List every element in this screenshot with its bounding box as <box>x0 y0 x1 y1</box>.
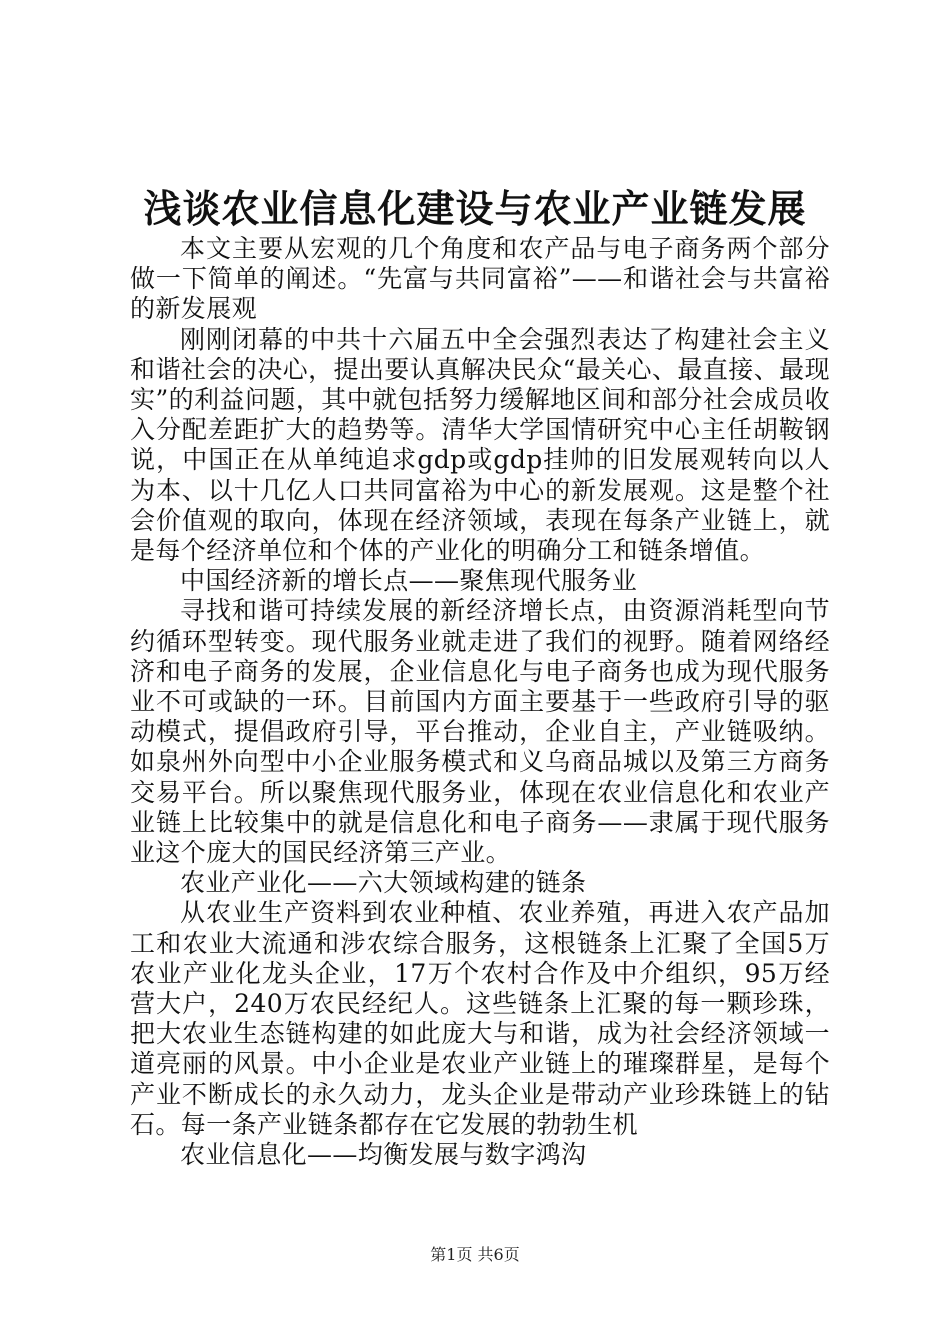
paragraph-modern-services: 寻找和谐可持续发展的新经济增长点，由资源消耗型向节约循环型转变。现代服务业就走进了我们的视野。随着网络经济和电子商务的发展，企业信息化与电子商务也成为现代服务业不可或缺的一环。目前国内方面主要基于一些政府引导的驱动模式，提倡政府引导，平台推动，企业自主，产业链吸纳。如泉州外向型中小企业服务模式和义乌商品城以及第三方商务交易平台。所以聚焦现代服务业，体现在农业信息化和农业产业链上比较集中的就是信息化和电子商务——隶属于现代服务业这个庞大的国民经济第三产业。 <box>130 596 830 868</box>
paragraph-industrialization: 从农业生产资料到农业种植、农业养殖，再进入农产品加工和农业大流通和涉农综合服务，这根链条上汇聚了全国5万农业产业化龙头企业，17万个农村合作及中介组织，95万经营大户，240万农民经纪人。这些链条上汇聚的每一颗珍珠，把大农业生态链构建的如此庞大与和谐，成为社会经济领域一道亮丽的风景。中小企业是农业产业链上的璀璨群星，是每个产业不断成长的永久动力，龙头企业是带动产业珍珠链上的钻石。每一条产业链条都存在它发展的勃勃生机 <box>130 898 830 1139</box>
section-heading-informatization: 农业信息化——均衡发展与数字鸿沟 <box>180 1140 587 1170</box>
document-title: 浅谈农业信息化建设与农业产业链发展 <box>143 186 807 231</box>
section-heading-modern-services: 中国经济新的增长点——聚焦现代服务业 <box>180 566 638 596</box>
page-number-footer: 第1页 共6页 <box>430 1245 520 1264</box>
paragraph-intro: 本文主要从宏观的几个角度和农产品与电子商务两个部分做一下简单的阐述。“先富与共同富裕”——和谐社会与共富裕的新发展观 <box>130 234 830 324</box>
paragraph-harmonious-society: 刚刚闭幕的中共十六届五中全会强烈表达了构建社会主义和谐社会的决心，提出要认真解决民众“最关心、最直接、最现实”的利益问题，其中就包括努力缓解地区间和部分社会成员收入分配差距扩大的趋势等。清华大学国情研究中心主任胡鞍钢说，中国正在从单纯追求gdp或gdp挂帅的旧发展观转向以人为本、以十几亿人口共同富裕为中心的新发展观。这是整个社会价值观的取向，体现在经济领域，表现在每条产业链上，就是每个经济单位和个体的产业化的明确分工和链条增值。 <box>130 324 830 566</box>
section-heading-industrialization: 农业产业化——六大领域构建的链条 <box>180 868 587 898</box>
document-body <box>130 234 830 1170</box>
